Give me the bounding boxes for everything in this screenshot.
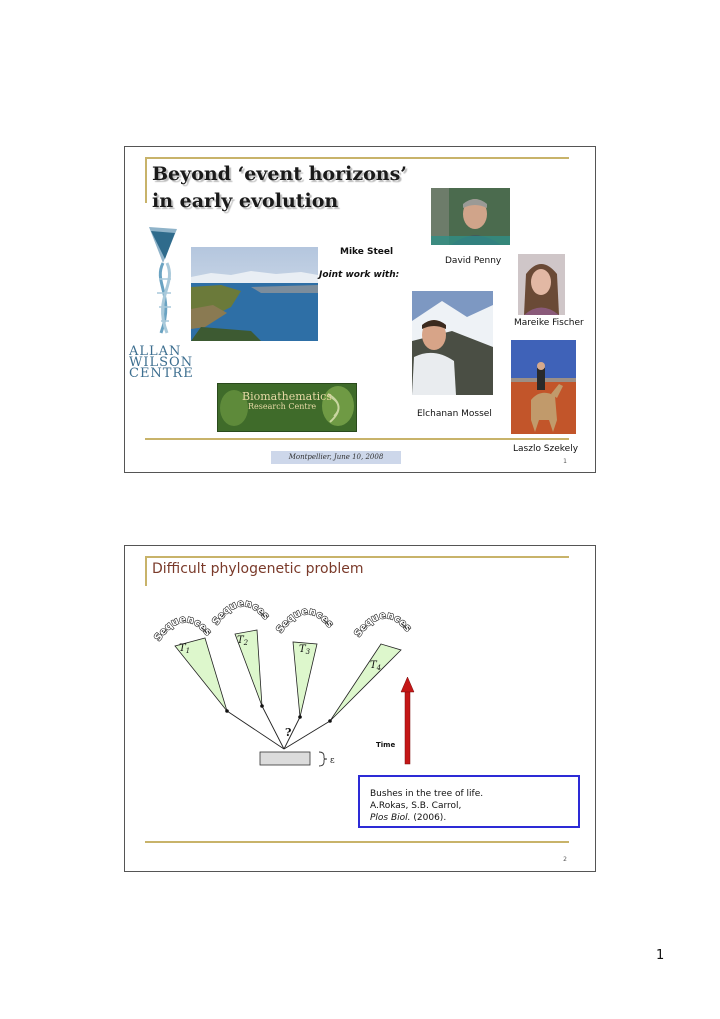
bottom-rule xyxy=(145,438,569,440)
reference-journal: Plos Biol. xyxy=(370,813,411,823)
time-arrow xyxy=(401,677,414,764)
footer-venue-date: Montpellier, June 10, 2008 xyxy=(271,451,401,464)
node-dot xyxy=(298,715,302,719)
node-dot xyxy=(328,719,332,723)
epsilon-label: ε xyxy=(330,756,335,766)
person-name-david-penny: David Penny xyxy=(445,256,502,266)
title-line-2: in early evolution xyxy=(152,190,339,212)
top-rule xyxy=(145,157,569,159)
reference-authors: A.Rokas, S.B. Carrol, xyxy=(370,801,462,811)
node-dot xyxy=(260,704,264,708)
left-rule xyxy=(145,157,147,203)
slide-number: 2 xyxy=(563,856,567,863)
slide-number: 1 xyxy=(563,458,567,465)
coastline-photo xyxy=(191,247,318,341)
slide-title xyxy=(152,161,407,215)
tree-label-t4: $T_4$ xyxy=(370,660,382,672)
david-penny-photo xyxy=(431,188,510,245)
joint-work-label: Joint work with: xyxy=(319,270,400,280)
reference-citation xyxy=(370,812,578,824)
author-name: Mike Steel xyxy=(340,247,394,257)
tree-label-t3: $T_3$ xyxy=(299,644,311,656)
time-label: Time xyxy=(376,741,396,749)
slide-1 xyxy=(124,146,596,473)
dna-helix-logo xyxy=(145,223,181,337)
bottom-rule xyxy=(145,841,569,843)
sequences-label-1: Sequences xyxy=(152,614,214,644)
question-mark: ? xyxy=(285,726,292,739)
reference-year: (2006). xyxy=(410,813,447,823)
wedge-t4 xyxy=(330,644,401,721)
epsilon-brace xyxy=(319,752,327,766)
biomathematics-logo: Biomathematics Research Centre xyxy=(217,383,357,432)
person-name-laszlo-szekely: Laszlo Szekely xyxy=(513,444,579,454)
tree-label-t2: $T_2$ xyxy=(237,635,249,647)
branch-1 xyxy=(227,711,284,749)
slide-2 xyxy=(124,545,596,872)
root-box xyxy=(260,752,310,765)
tree-label-t1: $T_1$ xyxy=(179,643,191,655)
reference-box xyxy=(358,775,580,828)
sequences-label-2: Sequences xyxy=(210,598,272,628)
person-name-mareike-fischer: Mareike Fischer xyxy=(514,318,584,328)
elchanan-mossel-photo xyxy=(412,291,493,395)
mareike-fischer-photo xyxy=(518,254,565,315)
branch-2 xyxy=(262,706,284,749)
slide-title: Difficult phylogenetic problem xyxy=(152,561,364,577)
node-dot xyxy=(225,709,229,713)
allan-wilson-logo: ALLAN WILSON CENTRE xyxy=(129,344,194,381)
sequences-label-4: Sequences xyxy=(352,610,414,640)
page-number: 1 xyxy=(656,948,665,963)
reference-title: Bushes in the tree of life. xyxy=(370,789,484,799)
laszlo-szekely-photo xyxy=(511,340,576,434)
title-line-1: Beyond ‘event horizons’ xyxy=(152,163,407,185)
sequences-label-3: Sequences xyxy=(274,606,336,636)
person-name-elchanan-mossel: Elchanan Mossel xyxy=(417,409,492,419)
